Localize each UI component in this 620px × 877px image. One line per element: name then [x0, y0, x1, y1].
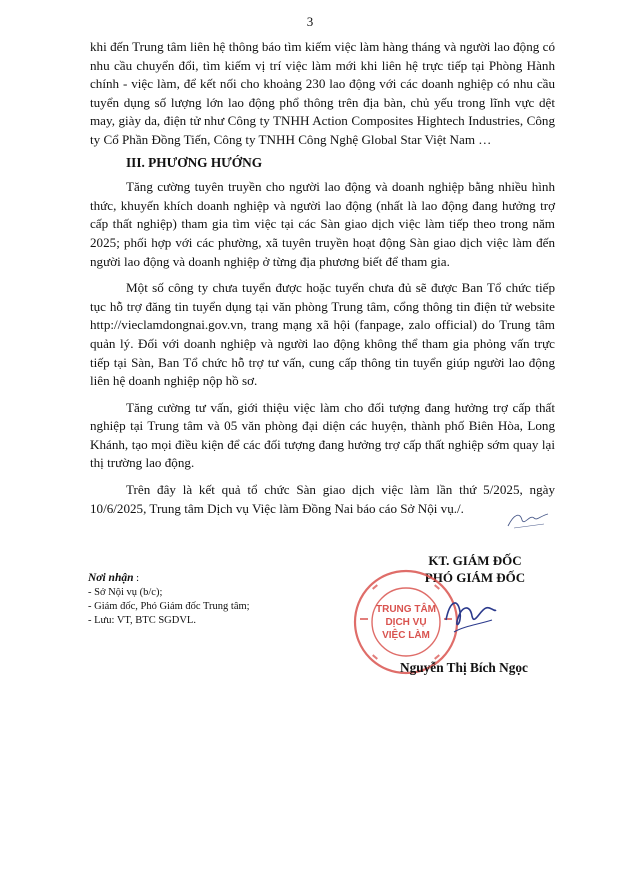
seal-text-line2: DỊCH VỤ [385, 617, 427, 628]
intro-paragraph: khi đến Trung tâm liên hệ thông báo tìm kiếm việc làm hàng tháng và người lao động có nhu cầu chuyển đổi, tìm kiếm vị trí việc làm mới khi liên hệ trực tiếp tại Phòng Hành chính - việc làm, để kết nối cho khoảng 230 lao động với các doanh nghiệp có nhu cầu tuyển dụng số lượng lớn lao động phổ thông trên địa bàn, chủ yếu trong lĩnh vực dệt may, giày da, điện tử như Công ty TNHH Action Composites Hightech Industries, Công ty Cổ Phần Đồng Tiến, Công ty TNHH Công Nghệ Global Star Việt Nam … [90, 39, 555, 147]
seal-text-line3: VIỆC LÀM [382, 630, 430, 641]
recipients-block [88, 571, 250, 628]
signature-line-2: PHÓ GIÁM ĐỐC [424, 570, 526, 585]
signer-name: Nguyễn Thị Bích Ngọc [400, 660, 528, 675]
recipient-item: - Sở Nội vụ (b/c); [88, 587, 163, 598]
paragraph-closing: Trên đây là kết quả tổ chức Sàn giao dịch việc làm lần thứ 5/2025, ngày 10/6/2025, Trung tâm Dịch vụ Việc làm Đồng Nai báo cáo Sở Nội vụ./. [90, 482, 555, 516]
signature-line-1: KT. GIÁM ĐỐC [428, 553, 522, 568]
handwritten-signature [440, 590, 500, 640]
document-body [90, 38, 555, 518]
initials-mark [504, 508, 552, 532]
seal-text-line1: TRUNG TÂM [376, 604, 436, 615]
paragraph-support: Một số công ty chưa tuyển được hoặc tuyển chưa đủ sẽ được Ban Tổ chức tiếp tục hỗ trợ đăng tin tuyển dụng tại văn phòng Trung tâm, cổng thông tin điện tử website http://vieclamdongnai.gov.vn, trang mạng xã hội (fanpage, zalo official) do Trung tâm quản lý. Đối với doanh nghiệp và người lao động không thể tham gia phỏng vấn trực tiếp tại Sàn, Ban Tổ chức hỗ trợ tư vấn, cung cấp thông tin tuyển giúp người lao động liên hệ doanh nghiệp nộp hồ sơ. [90, 280, 555, 389]
paragraph-promotion: Tăng cường tuyên truyền cho người lao động và doanh nghiệp bằng nhiều hình thức, khuyến khích doanh nghiệp và người lao động (nhất là lao động đang hưởng trợ cấp thất nghiệp) tham gia tìm việc tại các Sàn giao dịch việc làm tiếp theo trong năm 2025; phối hợp với các phường, xã tuyên truyền hoạt động Sàn giao dịch việc làm đến người lao động và doanh nghiệp ở từng địa phương biết để tham gia. [90, 179, 555, 269]
paragraph-counseling: Tăng cường tư vấn, giới thiệu việc làm cho đối tượng đang hưởng trợ cấp thất nghiệp tại Trung tâm và 05 văn phòng đại diện các huyện, thành phố Biên Hòa, Long Khánh, tạo mọi điều kiện để các đối tượng đang hưởng trợ cấp thất nghiệp sớm quay lại thị trường lao động. [90, 399, 555, 471]
recipient-item: - Giám đốc, Phó Giám đốc Trung tâm; [88, 601, 250, 612]
recipient-item: - Lưu: VT, BTC SGDVL. [88, 615, 196, 626]
recipients-title: Nơi nhận [88, 572, 134, 584]
recipients-title-suffix: : [136, 573, 140, 584]
section-heading: III. PHƯƠNG HƯỚNG [126, 154, 263, 170]
page-number: 3 [306, 14, 314, 29]
